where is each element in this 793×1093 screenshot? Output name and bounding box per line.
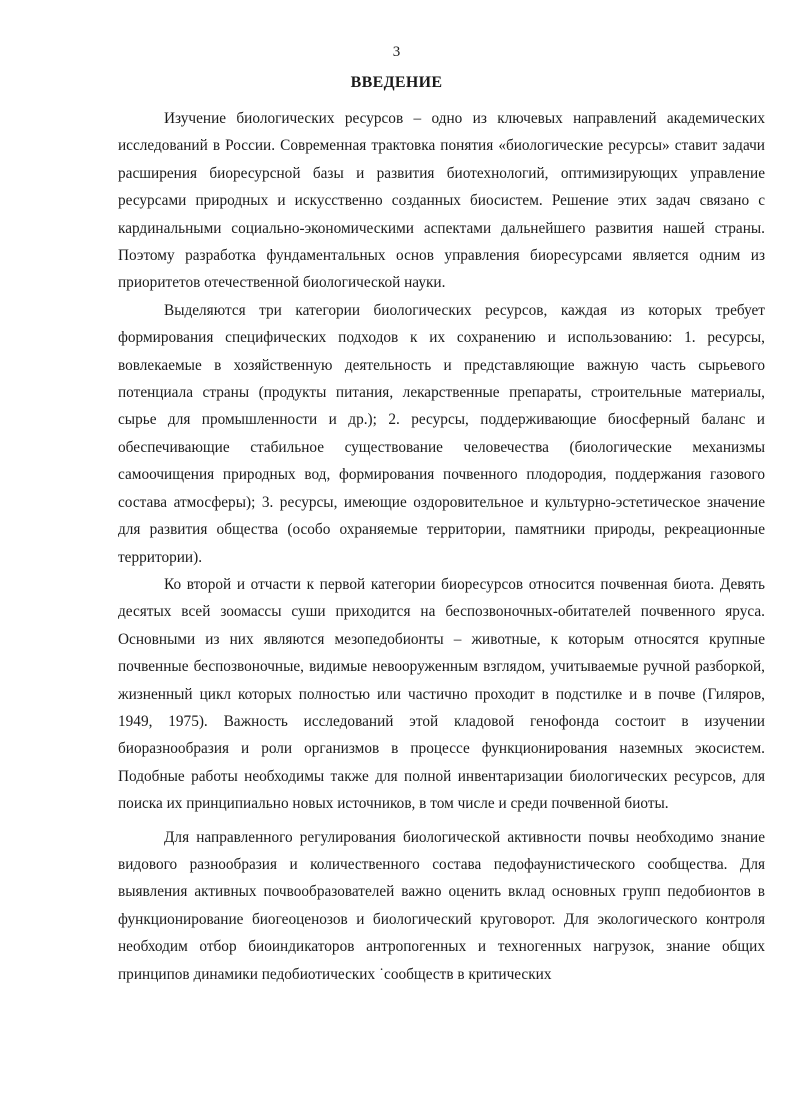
paragraph-4: Для направленного регулирования биологической активности почвы необходимо знание видового разнообразия и количественного состава педофаунистического сообщества. Для выявления активных почвообразователей важно оценить вклад основных групп педобионтов в функционирование биогеоценозов и биологический круговорот. Для экологического контроля необходим отбор биоиндикаторов антропогенных и техногенных нагрузок, знание общих принципов динамики педобиотических ˙сообществ в критических: [118, 828, 765, 983]
page-number: 3: [392, 44, 401, 60]
paragraph-2: Выделяются три категории биологических ресурсов, каждая из которых требует формирования специфических подходов к их сохранению и использованию: 1. ресурсы, вовлекаемые в хозяйственную деятельность и представляющие важную часть сырьевого потенциала страны (продукты питания, лекарственные препараты, строительные материалы, сырье для промышленности и др.); 2. ресурсы, поддерживающие биосферный баланс и обеспечивающие стабильное существование человечества (биологические механизмы самоочищения природных вод, формирования почвенного плодородия, поддержания газового состава атмосферы); 3. ресурсы, имеющие оздоровительное и культурно-эстетическое значение для развития общества (особо охраняемые территории, памятники природы, рекреационные территории).: [118, 301, 765, 566]
page-heading: ВВЕДЕНИЕ: [350, 74, 443, 91]
body-text: [118, 105, 765, 988]
paragraph-3: Ко второй и отчасти к первой категории биоресурсов относится почвенная биота. Девять десятых всей зоомассы суши приходится на беспозвоночных-обитателей почвенного яруса. Основными из них являются мезопедобионты – животные, к которым относятся крупные почвенные беспозвоночные, видимые невооруженным взглядом, учитываемые ручной разборкой, жизненный цикл которых полностью или частично проходит в подстилке и в почве (Гиляров, 1949, 1975). Важность исследований этой кладовой генофонда состоит в изучении биоразнообразия и роли организмов в процессе функционирования наземных экосистем. Подобные работы необходимы также для полной инвентаризации биологических ресурсов, для поиска их принципиально новых источников, в том числе и среди почвенной биоты.: [118, 575, 765, 813]
paragraph-1: Изучение биологических ресурсов – одно из ключевых направлений академических исследований в России. Современная трактовка понятия «биологические ресурсы» ставит задачи расширения биоресурсной базы и развития биотехнологий, оптимизирующих управление ресурсами природных и искусственно созданных биосистем. Решение этих задач связано с кардинальными социально-экономическими аспектами дальнейшего развития нашей страны. Поэтому разработка фундаментальных основ управления биоресурсами является одним из приоритетов отечественной биологической науки.: [118, 110, 765, 292]
